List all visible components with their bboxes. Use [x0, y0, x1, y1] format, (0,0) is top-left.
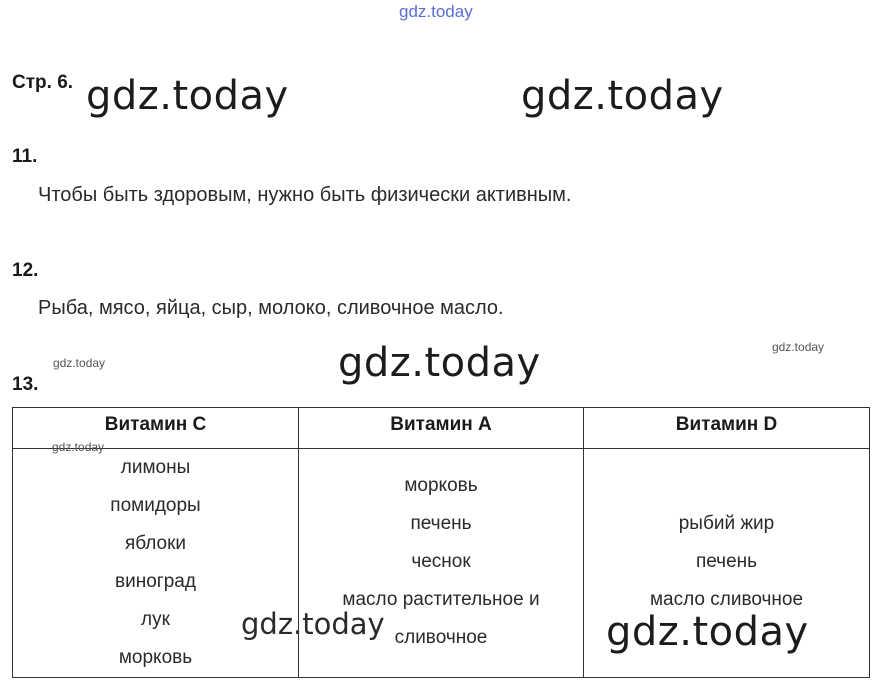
list-item: яблоки [124, 533, 187, 554]
task-number: 11. [12, 146, 38, 167]
watermark-large: gdz.today [86, 73, 289, 119]
task-number: 13. [12, 374, 39, 395]
task-answer: Рыба, мясо, яйца, сыр, молоко, сливочное масло. [38, 297, 504, 319]
list-item: рыбий жир [678, 513, 775, 534]
watermark-large: gdz.today [521, 73, 724, 119]
watermark-small: gdz.today [53, 356, 106, 370]
table-header-cell: Витамин D [584, 408, 869, 449]
list-item: масло растительное и [342, 589, 540, 610]
table-header-cell: Витамин C [13, 408, 299, 449]
list-item: печень [410, 513, 472, 534]
table-cell-vitamin-a [299, 449, 584, 677]
list-item: сливочное [394, 627, 488, 648]
watermark-medium: gdz.today [241, 607, 385, 641]
task-answer: Чтобы быть здоровым, нужно быть физически активным. [38, 184, 572, 206]
list-item: морковь [118, 647, 193, 668]
watermark-small: gdz.today [772, 340, 825, 354]
list-item: помидоры [110, 495, 201, 516]
list-item: лук [141, 609, 170, 630]
list-item: масло сливочное [649, 589, 804, 610]
vitamins-table [12, 407, 870, 678]
list-item: печень [695, 551, 758, 572]
page-label: Стр. 6. [12, 72, 74, 93]
table-cell-vitamin-d [584, 449, 869, 677]
table-cell-vitamin-c [13, 449, 299, 677]
watermark-top: gdz.today [399, 2, 473, 21]
task-number: 12. [12, 260, 39, 281]
list-item: чеснок [411, 551, 471, 572]
watermark-small: gdz.today [52, 440, 105, 454]
list-item: виноград [115, 571, 196, 592]
list-item: лимоны [120, 457, 191, 478]
watermark-large: gdz.today [338, 340, 541, 386]
list-item: морковь [404, 475, 478, 496]
watermark-large: gdz.today [606, 609, 809, 655]
table-header-cell: Витамин A [299, 408, 584, 449]
